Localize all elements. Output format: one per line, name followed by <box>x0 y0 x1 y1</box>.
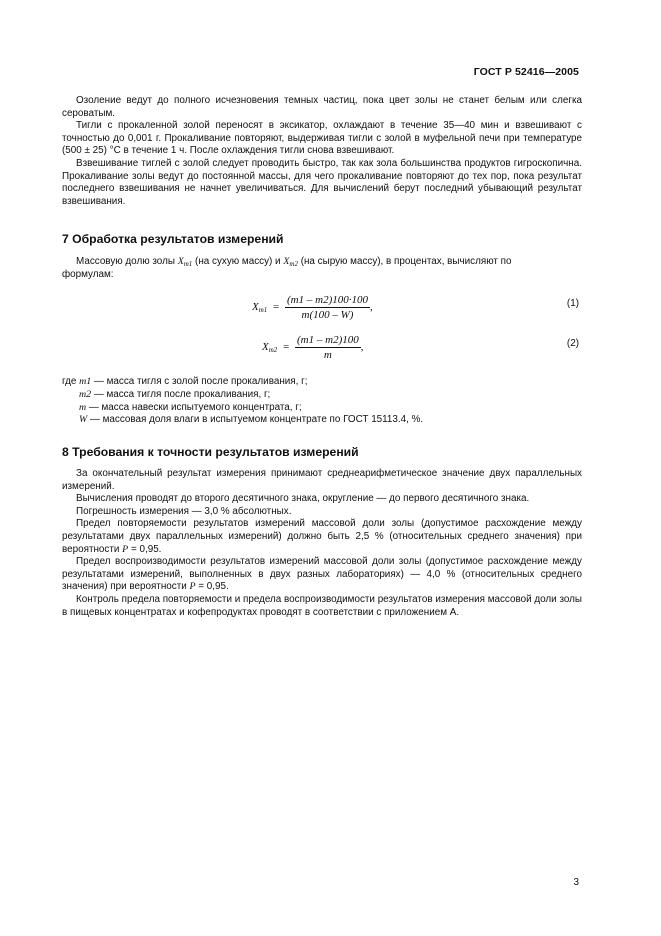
paragraph-rounding: Вычисления проводят до второго десятичного знака, округление — до первого десятичного знака. <box>76 493 530 505</box>
section-8-paragraphs <box>62 468 582 619</box>
document-id: ГОСТ Р 52416—2005 <box>473 66 579 78</box>
paragraph-repeatability: Предел повторяемости результатов измерений массовой доли золы (допустимое расхождение между результатами двух параллельных измерений) должно быть 2,5 % (относительных среднего значения) при вероятности P = 0,95. <box>62 518 582 555</box>
paragraph-ashing: Озоление ведут до полного исчезновения темных частиц, пока цвет золы не станет белым или слегка сероватым. <box>62 95 582 119</box>
paragraph-final-result: За окончательный результат измерения принимают среднеарифметическое значение двух параллельных измерений. <box>62 468 582 492</box>
formula-2: $X_{m2}$ = $\frac{(m1 - m2)100}{m}$ , <box>262 334 364 361</box>
lead-text-a: Массовую долю золы <box>76 256 175 267</box>
page-number: 3 <box>573 877 579 888</box>
formula-2-numerator: (m1 – m2)100 <box>297 334 359 346</box>
formula-2-fraction <box>295 334 361 361</box>
variable-definitions <box>62 376 582 427</box>
paragraph-control: Контроль предела повторяемости и предела воспроизводимости результатов измерения массовой доли золы в пищевых концентратах и кофепродуктах проводят в соответствии с приложением А. <box>62 593 582 618</box>
section-8-heading: 8 Требования к точности результатов измерений <box>62 445 359 459</box>
formula-1-numerator: (m1 – m2)100·100 <box>287 294 368 306</box>
formula-2-lhs: $X_{m2}$ <box>262 341 278 355</box>
definition-m1: где m1 — масса тигля с золой после прокаливания, г; <box>62 376 308 387</box>
intro-paragraphs <box>62 95 582 208</box>
paragraph-reproducibility: Предел воспроизводимости результатов измерений массовой доли золы (допустимое расхождение между результатами измерений, выполненных в двух разных лабораториях) — 4,0 % (относительных среднего значения) при вероятности P = 0,95. <box>62 556 582 593</box>
definition-m2: m2 — масса тигля после прокаливания, г; <box>79 388 271 400</box>
formula-2-denominator: m <box>323 349 332 361</box>
lead-text-d: формулам: <box>62 268 114 280</box>
equation-number-2: (2) <box>566 338 579 349</box>
section-7-heading: 7 Обработка результатов измерений <box>62 232 284 246</box>
formula-1-fraction <box>285 294 370 321</box>
lead-text-b: (на сухую массу) и <box>195 256 281 267</box>
formula-1: $X_{m1}$ = $\frac{(m1 - m2)100\cdot 100}{m(100 - W)}$ , <box>252 294 373 321</box>
paragraph-weighing: Взвешивание тиглей с золой следует проводить быстро, так как зола большинства продуктов гигроскопична. Прокаливание золы ведут до постоянной массы, для чего прокаливание повторяют до тех пор, пока результат последнего взвешивания не начнет увеличиваться. Для вычислений берут последний убывающий результат взвешивания. <box>62 157 582 207</box>
definition-m: m — масса навески испытуемого концентрата, г; <box>79 401 302 413</box>
paragraph-error: Погрешность измерения — 3,0 % абсолютных. <box>76 505 292 517</box>
definition-W: W — массовая доля влаги в испытуемом концентрате по ГОСТ 15113.4, %. <box>79 414 424 426</box>
paragraph-cooling: Тигли с прокаленной золой переносят в эксикатор, охлаждают в течение 35—40 мин и взвешивают с точностью до 0,001 г. Прокаливание повторяют, выдерживая тигли с золой в муфельной печи при температуре (500 ± 25) °С в течение 1 ч. После охлаждения тигли снова взвешивают. <box>62 120 582 157</box>
symbol-X: $X_{m2}$ <box>283 256 298 268</box>
equation-number-1: (1) <box>566 298 579 309</box>
symbol-X: $X_{m1}$ <box>177 256 193 268</box>
section-7-lead <box>62 256 582 281</box>
lead-text-c: (на сырую массу), в процентах, вычисляют по <box>300 256 512 267</box>
formula-1-denominator: m(100 – W) <box>301 309 354 321</box>
formula-1-lhs: $X_{m1}$ <box>252 301 268 315</box>
